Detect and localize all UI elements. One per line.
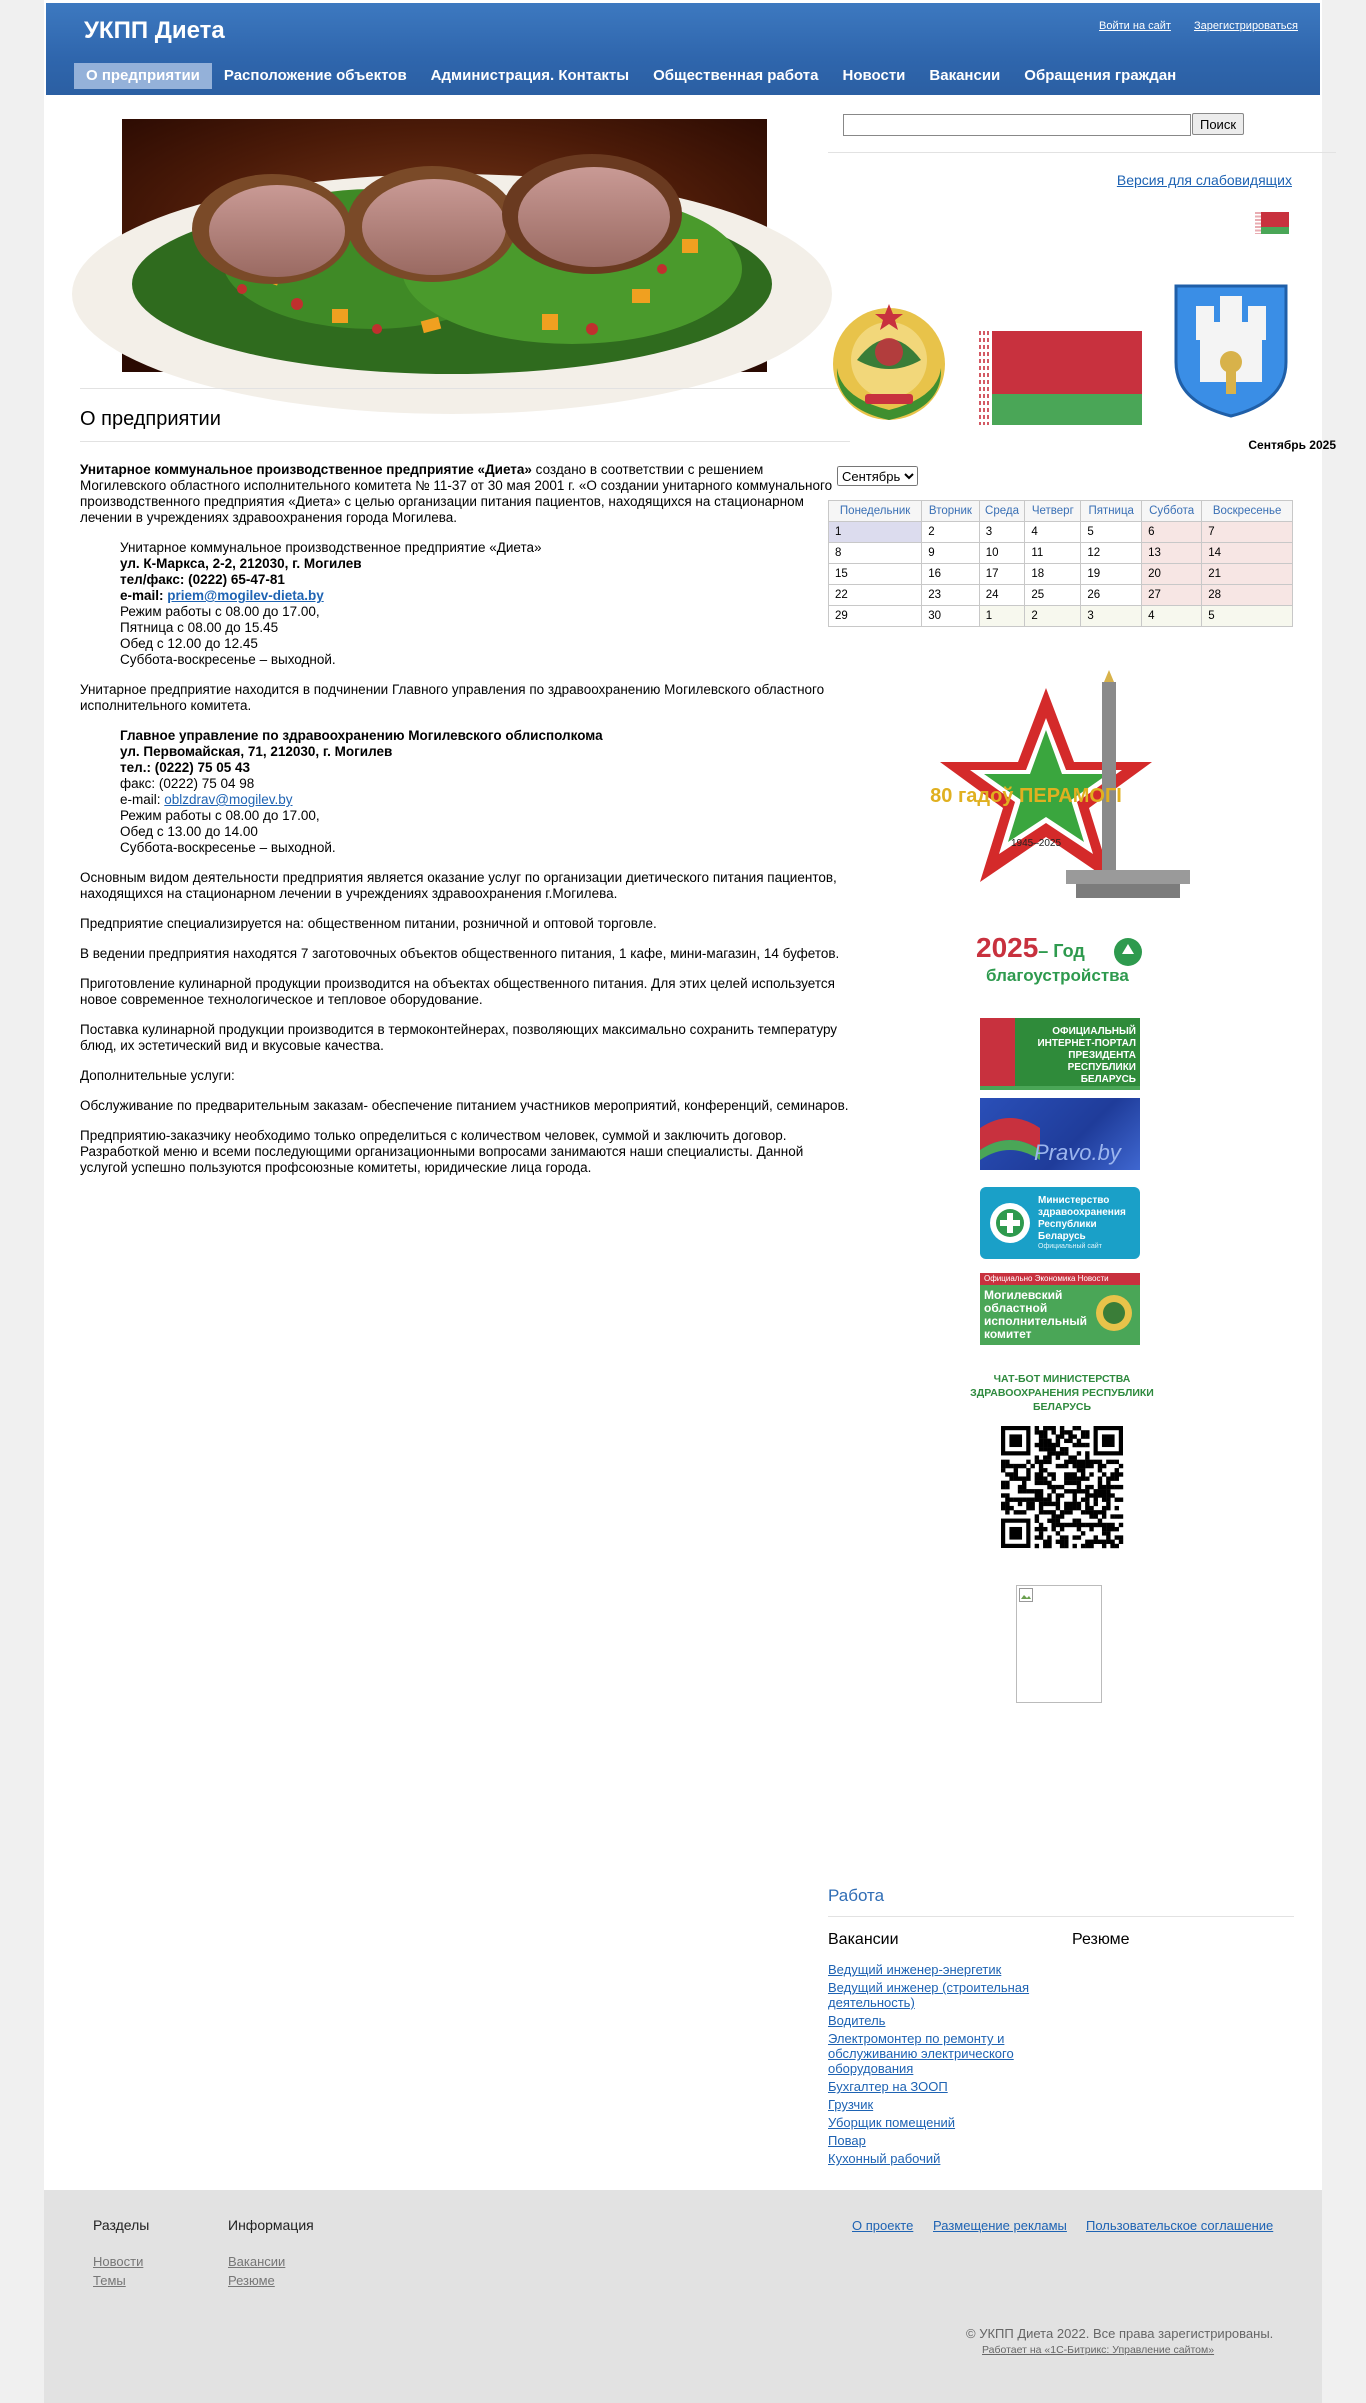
page-title: О предприятии: [80, 408, 221, 430]
calendar-day[interactable]: 17: [979, 564, 1025, 585]
nav-administration[interactable]: Администрация. Контакты: [430, 67, 630, 84]
footer-link-vacancies[interactable]: Вакансии: [228, 2254, 286, 2269]
vacancy-list: [828, 1962, 1068, 2169]
oblispolkom-banner[interactable]: [980, 1273, 1140, 1345]
site-footer: [44, 2190, 1322, 2403]
footer-link-about-project[interactable]: О проекте: [852, 2218, 914, 2233]
auth-links: [1079, 20, 1298, 32]
calendar-day[interactable]: 14: [1202, 543, 1293, 564]
chatbot-text: ЧАТ-БОТ МИНИСТЕРСТВА ЗДРАВООХРАНЕНИЯ РЕСПУБЛИКИ БЕЛАРУСЬ: [970, 1373, 1154, 1413]
footer-link-news[interactable]: Новости: [93, 2254, 144, 2269]
calendar-day[interactable]: 13: [1142, 543, 1202, 564]
paragraph-extra-services: Дополнительные услуги:: [80, 1068, 235, 1083]
calendar-header-row: [829, 501, 1293, 522]
mogilev-coat-of-arms-icon: [1172, 282, 1290, 419]
nav-about[interactable]: О предприятии: [74, 63, 212, 89]
vacancy-link[interactable]: Электромонтер по ремонту и обслуживанию электрического оборудования: [828, 2031, 1014, 2076]
gov-email-link[interactable]: oblzdrav@mogilev.by: [164, 792, 293, 807]
org-friday-hours: Пятница с 08.00 до 15.45: [120, 620, 279, 635]
org-hours: Режим работы с 08.00 до 17.00,: [120, 604, 320, 619]
calendar-day[interactable]: 5: [1081, 522, 1142, 543]
footer-link-user-agreement[interactable]: Пользовательское соглашение: [1086, 2218, 1274, 2233]
calendar-day[interactable]: 2: [922, 522, 979, 543]
calendar-day[interactable]: 4: [1025, 522, 1081, 543]
belarus-emblem-icon: [827, 298, 951, 424]
year-number: 2025: [976, 932, 1039, 963]
calendar-day[interactable]: 24: [979, 585, 1025, 606]
work-section-title[interactable]: Работа: [828, 1886, 885, 1905]
subordination-text: Унитарное предприятие находится в подчинении Главного управления по здравоохранению Могилевского областного исполнительного комитета.: [80, 682, 825, 713]
calendar-week-row: [829, 564, 1293, 585]
vacancy-link[interactable]: Водитель: [828, 2013, 886, 2028]
year-subtitle: благоустройства: [986, 966, 1129, 985]
intro-paragraph: [80, 462, 850, 526]
footer-sections-heading: Разделы: [93, 2217, 150, 2233]
paragraph-customer: Предприятию-заказчику необходимо только определиться с количеством человек, суммой и заключить договор. Разработкой меню и всеми последующими организационными вопросами занимаются наши специалисты. Данной услугой успешно пользуются профсоюзные комитеты, юридические лица города.: [80, 1128, 804, 1175]
gov-weekend: Суббота-воскресенье – выходной.: [120, 840, 336, 855]
divider: [80, 388, 850, 389]
site-header: [46, 3, 1320, 95]
intro-bold: Унитарное коммунальное производственное предприятие «Диета»: [80, 462, 532, 477]
vacancy-link[interactable]: Грузчик: [828, 2097, 874, 2112]
page: [44, 0, 1336, 2403]
powered-by-link[interactable]: Работает на «1С-Битрикс: Управление сайтом»: [982, 2344, 1215, 2356]
org-lunch: Обед с 12.00 до 12.45: [120, 636, 258, 651]
register-link[interactable]: Зарегистрироваться: [1193, 20, 1298, 32]
gov-address: ул. Первомайская, 71, 212030, г. Могилев: [120, 744, 393, 759]
year-label: – Год: [1038, 941, 1085, 961]
calendar-day[interactable]: 16: [922, 564, 979, 585]
calendar-day[interactable]: 8: [829, 543, 922, 564]
calendar-day[interactable]: 12: [1081, 543, 1142, 564]
gov-contacts: [120, 728, 850, 856]
calendar-day[interactable]: 5: [1202, 606, 1293, 627]
victory-years: 1945–2025: [1010, 838, 1062, 849]
calendar-day[interactable]: 11: [1025, 543, 1081, 564]
site-title[interactable]: УКПП Диета: [84, 17, 225, 44]
nav-locations[interactable]: Расположение объектов: [223, 67, 407, 84]
org-phone: тел/факс: (0222) 65-47-81: [120, 572, 285, 587]
chatbot-qr-banner[interactable]: [962, 1372, 1162, 1554]
oblispolkom-emblem-icon: [1094, 1289, 1134, 1337]
calendar-day[interactable]: 4: [1142, 606, 1202, 627]
calendar-day[interactable]: 1: [829, 522, 922, 543]
victory-80-banner[interactable]: [926, 670, 1190, 904]
calendar-day[interactable]: 22: [829, 585, 922, 606]
calendar-day[interactable]: 20: [1142, 564, 1202, 585]
resume-heading: Резюме: [1072, 1931, 1130, 1948]
footer-link-topics[interactable]: Темы: [93, 2273, 126, 2288]
calendar-day[interactable]: 30: [922, 606, 979, 627]
divider: [828, 1916, 1294, 1917]
calendar-day[interactable]: 23: [922, 585, 979, 606]
gov-phone: тел.: (0222) 75 05 43: [120, 760, 251, 775]
nav-appeals[interactable]: Обращения граждан: [1024, 67, 1177, 84]
calendar-day[interactable]: 10: [979, 543, 1025, 564]
vacancy-link[interactable]: Ведущий инженер (строительная деятельность): [828, 1980, 1030, 2010]
calendar-day[interactable]: 9: [922, 543, 979, 564]
gov-name: Главное управление по здравоохранению Могилевского облисполкома: [120, 728, 603, 743]
paragraph-delivery: Поставка кулинарной продукции производится в термоконтейнерах, позволяющих максимально сохранить температуру блюд, их эстетический вид и вкусовые качества.: [80, 1022, 838, 1053]
footer-link-resume[interactable]: Резюме: [228, 2273, 275, 2288]
ministry-health-text: Министерство здравоохранения Республики Беларусь: [1038, 1195, 1126, 1242]
paragraph-objects: В ведении предприятия находятся 7 заготовочных объектов общественного питания, 1 кафе, мини-магазин, 14 буфетов.: [80, 946, 840, 961]
calendar-week-row: [829, 606, 1293, 627]
calendar-day[interactable]: 2: [1025, 606, 1081, 627]
year-of-improvement-banner[interactable]: [972, 930, 1152, 992]
ministry-health-banner[interactable]: [980, 1187, 1140, 1259]
paragraph-equipment: Приготовление кулинарной продукции производится на объектах общественного питания. Для этих целей используется новое современное технологическое и тепловое оборудование.: [80, 976, 835, 1007]
calendar-day[interactable]: 6: [1142, 522, 1202, 543]
nav-vacancies[interactable]: Вакансии: [929, 67, 1001, 84]
calendar-day[interactable]: 27: [1142, 585, 1202, 606]
ministry-emblem-icon: [988, 1201, 1032, 1245]
calendar-week-row: [829, 522, 1293, 543]
oblispolkom-text: Могилевский областной исполнительный комитет: [984, 1288, 1088, 1341]
nav-public-work[interactable]: Общественная работа: [653, 67, 819, 84]
broken-image-glyph-icon: [1019, 1588, 1033, 1602]
gov-email-label: e-mail:: [120, 792, 165, 807]
org-weekend: Суббота-воскресенье – выходной.: [120, 652, 336, 667]
calendar-day[interactable]: 26: [1081, 585, 1142, 606]
article-content: [80, 462, 850, 1190]
paragraph-specialization: Предприятие специализируется на: общественном питании, розничной и оптовой торговле.: [80, 916, 657, 931]
gov-lunch: Обед с 13.00 до 14.00: [120, 824, 258, 839]
calendar-day[interactable]: 3: [1081, 606, 1142, 627]
vacancy-link[interactable]: Ведущий инженер-энергетик: [828, 1962, 1002, 1977]
calendar-day[interactable]: 28: [1202, 585, 1293, 606]
gov-hours: Режим работы с 08.00 до 17.00,: [120, 808, 320, 823]
vacancy-link[interactable]: Бухгалтер на ЗООП: [828, 2079, 948, 2094]
belarus-flag-icon: [976, 331, 1142, 425]
copyright-text: © УКПП Диета 2022. Все права зарегистрированы.: [966, 2326, 1274, 2341]
hero-food-image: [122, 119, 767, 372]
calendar-day[interactable]: 18: [1025, 564, 1081, 585]
calendar-week-row: [829, 585, 1293, 606]
oblispolkom-top-text: Официально Экономика Новости: [980, 1273, 1140, 1285]
org-contacts: [120, 540, 850, 668]
ministry-health-subtext: Официальный сайт: [1038, 1243, 1102, 1250]
calendar-day[interactable]: 21: [1202, 564, 1293, 585]
vacancy-link[interactable]: Уборщик помещений: [828, 2115, 956, 2130]
president-portal-text: ОФИЦИАЛЬНЫЙ ИНТЕРНЕТ-ПОРТАЛ ПРЕЗИДЕНТА РЕСПУБЛИКИ БЕЛАРУСЬ: [1037, 1026, 1136, 1085]
search-input[interactable]: [843, 114, 1191, 136]
weekday-header: Четверг: [1025, 501, 1081, 522]
weekday-header: Воскресенье: [1202, 501, 1293, 522]
event-calendar: [828, 500, 1293, 627]
language-flag-icon[interactable]: [1255, 212, 1289, 234]
footer-info-heading: Информация: [228, 2217, 314, 2233]
nav-news[interactable]: Новости: [842, 67, 906, 84]
main-nav: [74, 63, 1188, 89]
vacancies-heading: Вакансии: [828, 1931, 899, 1948]
calendar-day[interactable]: 15: [829, 564, 922, 585]
gov-fax: факс: (0222) 75 04 98: [120, 776, 255, 791]
weekday-header: Понедельник: [829, 501, 922, 522]
org-name: Унитарное коммунальное производственное предприятие «Диета»: [120, 540, 542, 555]
weekday-header: Вторник: [922, 501, 979, 522]
search-button[interactable]: Поиск: [1192, 113, 1244, 135]
president-portal-banner[interactable]: [980, 1014, 1140, 1090]
vacancy-link[interactable]: Повар: [828, 2133, 866, 2148]
org-email-link[interactable]: priem@mogilev-dieta.by: [167, 588, 324, 603]
calendar-day[interactable]: 1: [979, 606, 1025, 627]
login-link[interactable]: Войти на сайт: [1099, 20, 1171, 32]
vacancy-link[interactable]: Кухонный рабочий: [828, 2151, 941, 2166]
pravo-by-banner[interactable]: [980, 1098, 1140, 1170]
impaired-version-link[interactable]: Версия для слабовидящих: [1116, 172, 1292, 188]
org-email-label: e-mail:: [120, 588, 168, 603]
broken-image-icon[interactable]: [1016, 1585, 1102, 1703]
calendar-day[interactable]: 29: [829, 606, 922, 627]
pravo-label: Pravo.by: [1034, 1140, 1121, 1165]
weekday-header: Пятница: [1081, 501, 1142, 522]
month-select[interactable]: [837, 466, 918, 486]
intro-text: создано в соответствии с решением Могилевского областного исполнительного комитета № 11-37 от 30 мая 2001 г. «О создании унитарного коммунального производственного предприятия «Диета» с целью организации питания пациентов, находящихся на стационарном лечении в учреждениях здравоохранения города Могилева.: [80, 462, 833, 525]
calendar-day[interactable]: 7: [1202, 522, 1293, 543]
footer-link-advertising[interactable]: Размещение рекламы: [933, 2218, 1067, 2233]
divider: [828, 152, 1336, 153]
weekday-header: Среда: [979, 501, 1025, 522]
paragraph-activity: Основным видом деятельности предприятия является оказание услуг по организации диетического питания пациентов, находящихся на стационарном лечении в учреждениях здравоохранения г.Могилева.: [80, 870, 837, 901]
org-address: ул. К-Маркса, 2-2, 212030, г. Могилев: [120, 556, 362, 571]
calendar-title: Сентябрь 2025: [1248, 438, 1336, 452]
qr-code-icon: [1001, 1426, 1123, 1548]
pravo-flag-graphic: [980, 1098, 1040, 1170]
weekday-header: Суббота: [1142, 501, 1202, 522]
paragraph-orders: Обслуживание по предварительным заказам- обеспечение питанием участников мероприятий, конференций, семинаров.: [80, 1098, 849, 1113]
divider: [80, 441, 850, 442]
victory-text: 80 гадоў ПЕРАМОГІ: [930, 785, 1122, 807]
calendar-day[interactable]: 3: [979, 522, 1025, 543]
calendar-week-row: [829, 543, 1293, 564]
calendar-day[interactable]: 19: [1081, 564, 1142, 585]
calendar-day[interactable]: 25: [1025, 585, 1081, 606]
